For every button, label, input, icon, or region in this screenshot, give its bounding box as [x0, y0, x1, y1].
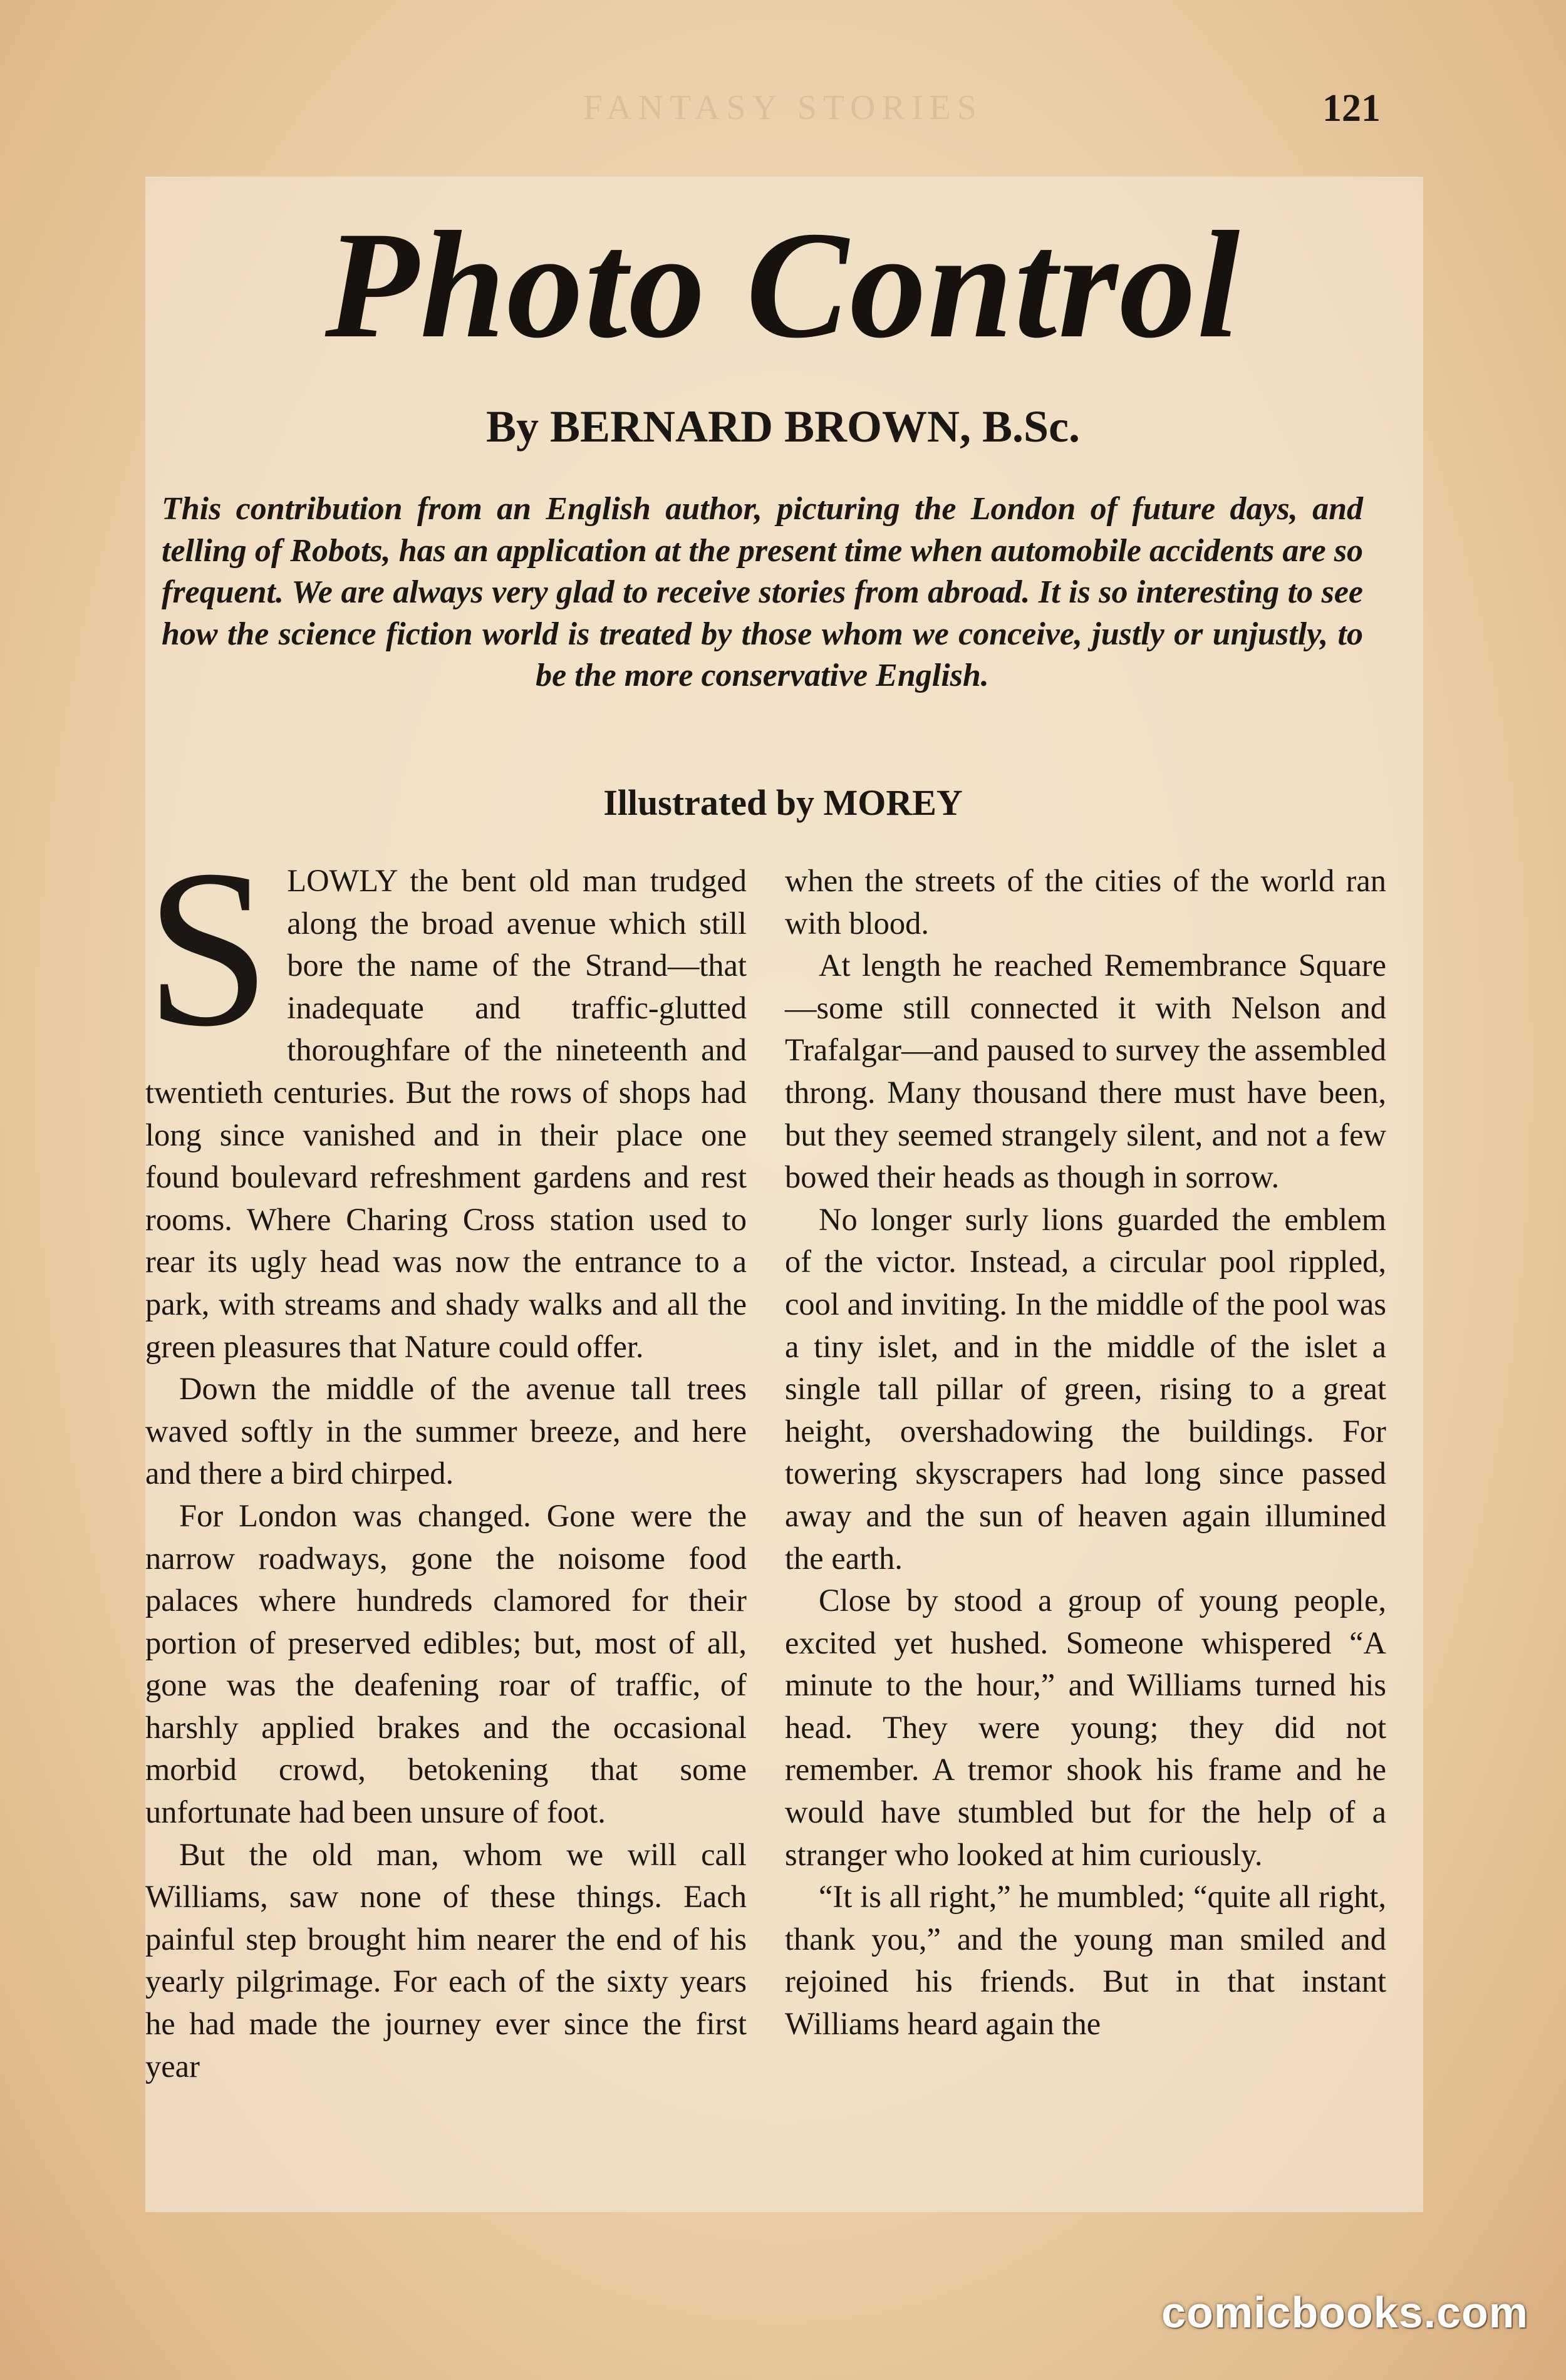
author-byline: By BERNARD BROWN, B.Sc.: [485, 401, 1081, 452]
body-paragraph: But the old man, whom we will call Williams, saw none of these things. Each painful step brought him nearer the end of his yearly pilgrimage. For each of the sixty years he had made the journey ever since the first year: [145, 1836, 747, 2084]
story-title: Photo Control: [324, 200, 1242, 370]
opening-paragraph-text: LOWLY the bent old man trudged along the broad avenue which still bore the name of the Strand—that inadequate and traffic-glutted thoroughfare of the nineteenth and twentieth centuries. But the rows of shops had long since vanished and in their place one found boulevard refreshment gardens and rest rooms. Where Charing Cross station used to rear its ugly head was now the entrance to a park, with streams and shady walks and all the green pleasures that Nature could offer.: [145, 863, 747, 1364]
site-watermark: comicbooks.com: [1161, 2288, 1528, 2337]
opening-paragraph: [145, 823, 747, 1368]
illustrator-credit: Illustrated by MOREY: [603, 782, 963, 823]
editorial-intro: This contribution from an English author, picturing the London of future days, and telling of Robots, has an application at the present time when automobile accidents are so frequent. We are always very glad to receive stories from abroad. It is so interesting to see how the science fiction world is treated by those whom we conceive, justly or unjustly, to be the more conservative English.: [162, 491, 1363, 693]
body-paragraph: For London was changed. Gone were the narrow roadways, gone the noisome food palaces where hundreds clamored for their portion of preserved edibles; but, most of all, gone was the deafening roar of traffic, of harshly applied brakes and the occasional morbid crowd, betokening that some unfortunate had been unsure of foot.: [145, 1498, 747, 1830]
body-paragraph: No longer surly lions guarded the emblem of the victor. Instead, a circular pool rippled, cool and inviting. In the middle of the pool was a tiny islet, and in the middle of the islet a single tall pillar of green, rising to a great height, overshadowing the buildings. For towering skyscrapers had long since passed away and the sun of heaven again illumined the earth.: [785, 1201, 1386, 1576]
body-paragraph: At length he reached Remembrance Square—some still connected it with Nelson and Trafalgar—and paused to survey the assembled throng. Many thousand there must have been, but they seemed strangely silent, and not a few bowed their heads as though in sorrow.: [785, 948, 1386, 1195]
body-paragraph: Close by stood a group of young people, excited yet hushed. Someone whispered “A minute to the hour,” and Williams turned his head. They were young; they did not remember. A tremor shook his frame and he would have stumbled but for the help of a stranger who looked at him curiously.: [785, 1583, 1386, 1872]
page-number: 121: [1322, 87, 1381, 130]
running-header-bleedthrough: FANTASY STORIES: [583, 88, 983, 127]
body-paragraph: Down the middle of the avenue tall trees waved softly in the summer breeze, and here and there a bird chirped.: [145, 1371, 747, 1491]
continued-paragraph: when the streets of the cities of the world ran with blood.: [785, 863, 1386, 941]
body-paragraph: “It is all right,” he mumbled; “quite all right, thank you,” and the young man smiled and rejoined his friends. But in that instant Williams heard again the: [785, 1879, 1386, 2042]
left-column: [145, 823, 747, 2088]
drop-cap: S: [145, 823, 271, 1073]
right-column: [785, 860, 1386, 2046]
